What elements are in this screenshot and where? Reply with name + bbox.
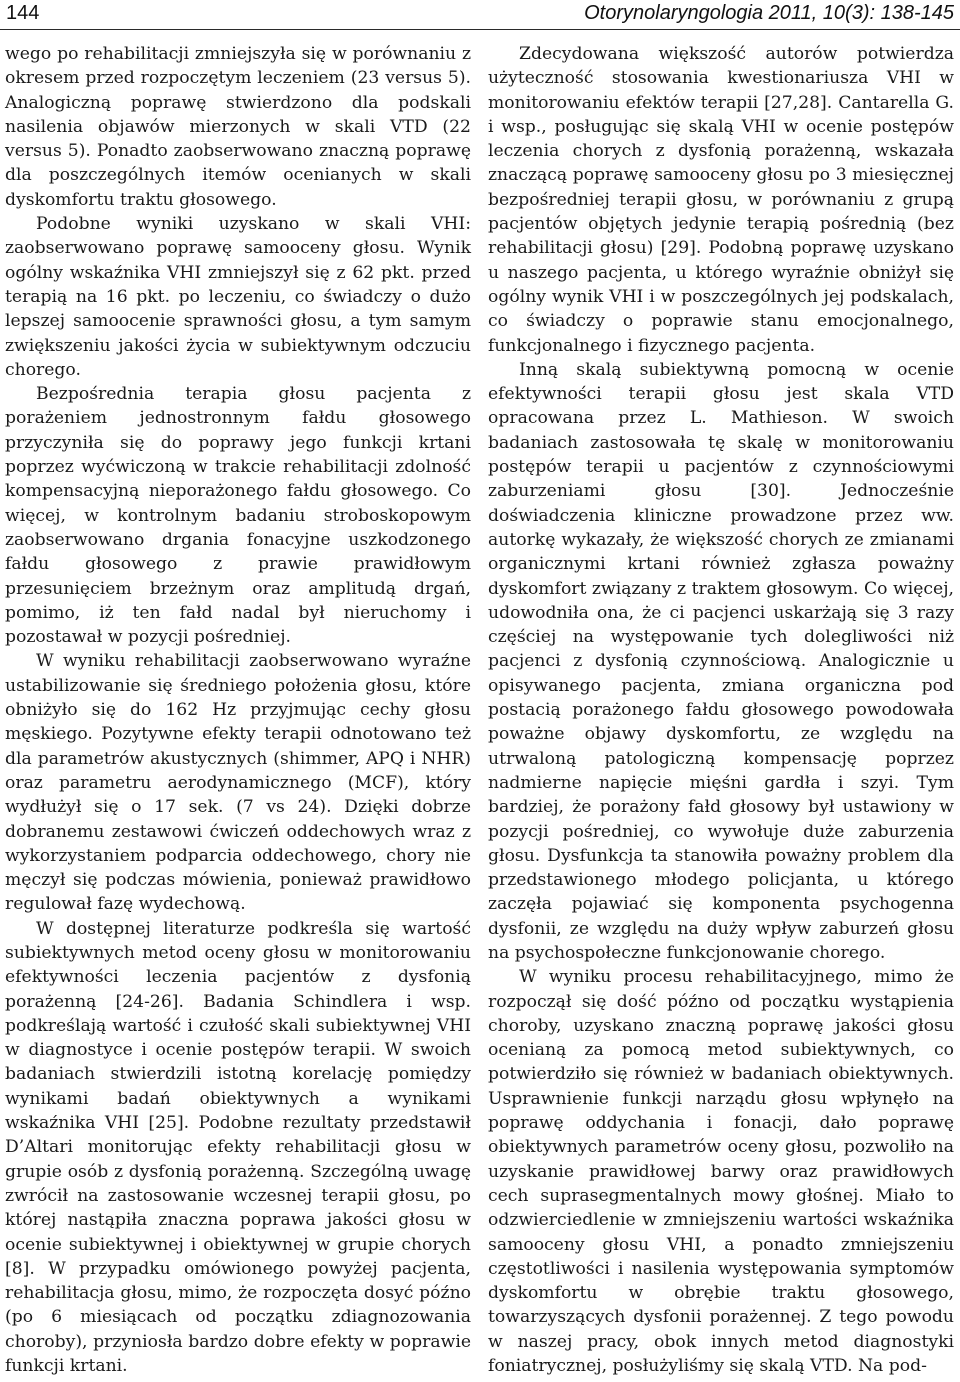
page-header xyxy=(0,0,960,30)
journal-citation: Otorynolaryngologia 2011, 10(3): 138-145 xyxy=(584,2,954,24)
left-column xyxy=(5,42,471,1378)
right-column xyxy=(488,42,954,1378)
paragraph: W wyniku procesu rehabilitacyjnego, mimo że rozpoczął się dość późno od początku wystąpienia choroby, uzyskano znaczną poprawę jakości głosu ocenianą za pomocą metod subiektywnych, co potwierdziło się również w badaniach obiektywnych. Usprawnienie funkcji narządu głosu wpłynęło na poprawę oddychania i fonacji, dało poprawę obiektywnych parametrów oceny głosu, pozwoliło na uzyskanie prawidłowej barwy oraz prawidłowych cech suprasegmentalnych mowy głośnej. Miało to odzwierciedlenie w zmniejszeniu wartości wskaźnika samooceny głosu VHI, a ponadto zmniejszeniu częstotliwości i nasilenia występowania symptomów dyskomfortu w obrębie traktu głosowego, towarzyszących dysfonii porażennej. Z tego powodu w naszej pracy, obok innych metod diagnostyki foniatrycznej, posłużyliśmy się skalą VTD. Na pod- xyxy=(488,967,954,1377)
paragraph: W dostępnej literaturze podkreśla się wartość subiektywnych metod oceny głosu w monitorowaniu efektywności leczenia pacjentów z dysfonią porażenną [24-26]. Badania Schindlera i wsp. podkreślają wartość i czułość skali subiektywnej VHI w diagnostyce i ocenie postępów terapii. W swoich badaniach stwierdzili istotną korelację pomiędzy wynikami badań obiektywnych a wynikami wskaźnika VHI [25]. Podobne rezultaty przedstawił D’Altari monitorując efekty rehabilitacji głosu w grupie osób z dysfonią porażenną. Szczególną uwagę zwrócił na zastosowanie wczesnej terapii głosu, po której nastąpiła znaczna poprawa jakości głosu w ocenie subiektywnej i obiektywnej w grupie chorych [8]. W przypadku omówionego powyżej pacjenta, rehabilitacja głosu, mimo, że rozpoczęta dosyć późno (po 6 miesiącach od początku zdiagnozowania choroby), przyniosła bardzo dobre efekty w poprawie funkcji krtani. xyxy=(5,918,471,1377)
paragraph: Inną skalą subiektywną pomocną w ocenie efektywności terapii głosu jest skala VTD opracowana przez L. Mathieson. W swoich badaniach zastosowała tę skalę w monitorowaniu postępów terapii u pacjentów z czynnościowymi zaburzeniami głosu [30]. Jednocześnie doświadczenia kliniczne prowadzone przez ww. autorkę wykazały, że większość chorych ze zmianami organicznymi krtani również zgłasza poważny dyskomfort związany z traktem głosowym. Co więcej, udowodniła ona, że ci pacjenci uskarżają się 3 razy częściej na występowanie tych dolegliwości niż pacjenci z dysfonią czynnościową. Analogicznie u opisywanego pacjenta, zmiana organiczna pod postacią porażonego fałdu głosowego powodowała poważne objawy dyskomfortu, ze względu na utrwaloną patologiczną kompensację poprzez nadmierne napięcie mięśni gardła i szyi. Tym bardziej, że porażony fałd głosowy był ustawiony w pozycji pośredniej, co wywołuje duże zaburzenia głosu. Dysfunkcja ta stanowiła poważny problem dla przedstawionego młodego policjanta, u którego zaczęła pojawiać się komponenta psychogenna dysfonii, ze względu na duży wpływ zaburzeń głosu na psychospołeczne funkcjonowanie chorego. xyxy=(488,359,954,963)
paragraph: Bezpośrednia terapia głosu pacjenta z porażeniem jednostronnym fałdu głosowego przyczyniła się do poprawy jego funkcji krtani poprzez wyćwiczoną w trakcie rehabilitacji zdolność kompensacyjną nieporażonego fałdu głosowego. Co więcej, w kontrolnym badaniu stroboskopowym zaobserwowano drgania fonacyjne uszkodzonego fałdu głosowego z prawie prawidłowym przesunięciem brzeżnym oraz amplitudą drgań, pomimo, iż ten fałd nadal był nieruchomy i pozostawał w pozycji pośredniej. xyxy=(5,384,471,648)
paragraph: W wyniku rehabilitacji zaobserwowano wyraźne ustabilizowanie się średniego położenia głosu, które obniżyło się do 162 Hz przyjmując cechy głosu męskiego. Pozytywne efekty terapii odnotowano też dla parametrów akustycznych (shimmer, APQ i NHR) oraz parametru aerodynamicznego (MCF), który wydłużył się o 17 sek. (7 vs 24). Dzięki dobrze dobranemu zestawowi ćwiczeń oddechowych wraz z wykorzystaniem podparcia oddechowego, chory nie męczył się podczas mówienia, ponieważ prawidłowo regulował fazę wydechową. xyxy=(5,651,471,915)
paragraph: Zdecydowana większość autorów potwierdza użyteczność stosowania kwestionariusza VHI w monitorowaniu efektów terapii [27,28]. Cantarella G. i wsp., posługując się skalą VHI w ocenie postępów leczenia chorych z dysfonią porażenną, wskazała znaczącą poprawę samooceny głosu po 3 miesięcznej bezpośredniej terapii głosu, w porównaniu z grupą pacjentów objętych jedynie terapią pośrednią (bez rehabilitacji głosu) [29]. Podobną poprawę uzyskano u naszego pacjenta, u którego wyraźnie obniżył się ogólny wynik VHI i w poszczególnych jej podskalach, co świadczy o poprawie stanu emocjonalnego, funkcjonalnego i fizycznego pacjenta. xyxy=(488,44,954,356)
paragraph: wego po rehabilitacji zmniejszyła się w porównaniu z okresem przed rozpoczętym leczeniem (23 versus 5). Analogiczną poprawę stwierdzono dla podskali nasilenia objawów mierzonych w skali VTD (22 versus 5). Ponadto zaobserwowano znaczną poprawę dla poszczególnych itemów ocenianych w skali dyskomfortu traktu głosowego. xyxy=(5,44,471,210)
page-number: 144 xyxy=(6,2,40,24)
paragraph: Podobne wyniki uzyskano w skali VHI: zaobserwowano poprawę samooceny głosu. Wynik ogólny wskaźnika VHI zmniejszył się z 62 pkt. przed terapią na 16 pkt. po leczeniu, co świadczy o dużo lepszej samoocenie sprawności głosu, a tym samym zwiększeniu jakości życia w subiektywnym odczuciu chorego. xyxy=(5,214,471,380)
